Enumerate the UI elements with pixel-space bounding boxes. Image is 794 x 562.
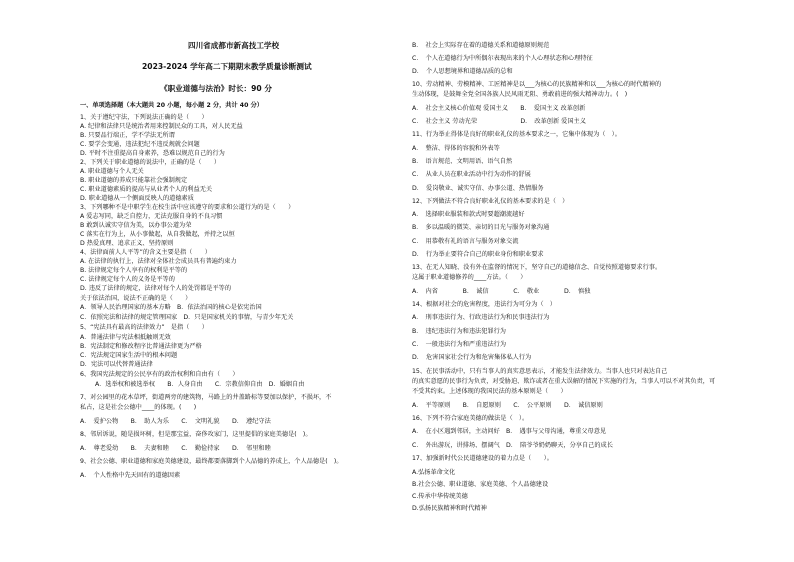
text-line: B． 多以温暖的微笑、亲切的目光与服务对象沟通 <box>412 224 550 231</box>
text-line: 不受其约束。上述体现的我国民法的基本原则是（ ） <box>412 388 567 395</box>
text-line: D 热爱真理、追求正义、坚持原则 <box>80 240 174 247</box>
text-line: D． 危害国家社会行为和危害集体私人行为 <box>412 354 532 361</box>
text-line: D. 违反了法律的规定，法律对每个人的处罚都是平等的 <box>80 285 232 292</box>
text-line: B． 违纪违法行为和违法犯罪行为 <box>412 328 506 335</box>
text-line: 2023-2024 学年高二下期期末教学质量诊断测试 <box>142 62 312 71</box>
text-line: B.社会公德、职业道德、家庭美德、个人品德建设 <box>412 481 549 488</box>
text-line: A． 选择职业服装和款式时要超潮流越好 <box>412 211 525 218</box>
text-line: C． 一般违法行为和严重违法行为 <box>412 341 507 348</box>
text-line: 17、加强新时代公民道德建设的着力点是（ ）。 <box>412 455 553 462</box>
text-line: C． 个人在道德行为中所偶尔表现出来的个人心理状态和心理特征 <box>412 55 593 62</box>
text-line: 5、“宪法具有最高的法律效力” 是指（ ） <box>80 324 208 331</box>
text-line: 的真实意愿的民事行为负责，对受胁迫、欺诈或者在重大误解的情况下实施的行为，当事人可以不对其负责，可 <box>412 378 716 385</box>
text-line: C. 职业道德素质的提高与从业者个人的利益无关 <box>80 186 213 193</box>
text-line: A． 个人性格中先天固有的道德因素 <box>80 472 181 479</box>
text-line: 12、下列做法不符合良好职业礼仪的基本要求的是（ ） <box>412 198 569 205</box>
text-line: 四川省成都市新高技工学校 <box>188 41 280 50</box>
text-line: D.弘扬民族精神和时代精神 <box>412 505 487 512</box>
text-line: C． 外出游玩，讲排场、摆阔气 D． 陪爷爷奶奶聊天，分享自己的成长 <box>412 442 613 449</box>
text-line: 私占，这是社会公德中____的体现。( ) <box>80 404 197 411</box>
text-line: C.传承中华传统美德 <box>412 493 468 500</box>
text-line: 11、行为举止得体是良好的职业礼仪的基本要求之一，它集中体现为（ ）。 <box>412 131 621 138</box>
text-line: C 落实在行为上，从小事做起，从自我做起，并持之以恒 <box>80 231 235 238</box>
text-line: B. 职业道德的养成只能靠社会强制规定 <box>80 177 188 184</box>
text-line: C． 社会主义 劳动光荣 D． 改革创新 爱国主义 <box>412 118 586 125</box>
text-line: A. 纪律和法律只是统治者用来控制民众的工具，对人民无益 <box>80 123 243 130</box>
text-line: 16、下列不符合家庭美德的做法是（ ）。 <box>412 415 529 422</box>
text-line: 6、我国宪法规定的公民享有的政治权利和自由有（ ） <box>80 371 239 378</box>
text-line: B．宪法制定和修改程序比普通法律更为严格 <box>80 343 202 350</box>
text-line: A． 社会主义核心价值观 爱国主义 B． 爱国主义 改革创新 <box>412 105 586 112</box>
text-line: 2、下列关于职业道德的说法中，正确的是（ ） <box>80 159 221 166</box>
text-line: 8、邻居诉说，随是损坏树，但是那宝益，奋侈攻家门，这里提倡的家庭美德是( )。 <box>80 431 312 438</box>
text-line: C. 法律规定每个人的义务是平等的 <box>80 276 175 283</box>
text-line: D. 平时不注重提高自身素养，恐难以规范自己的行为 <box>80 150 225 157</box>
text-line: A． 平等原则 B． 自愿原则 C． 公平原则 D． 诚信原则 <box>412 402 603 409</box>
text-line: C． 从业人员在职业活动中行为动作的舒展 <box>412 171 531 178</box>
text-line: 15、在民事活动中，只有当事人的真实意思表示，才能发生法律效力。当事人也只对表达自己 <box>412 368 668 375</box>
text-line: A. 职业道德与个人无关 <box>80 168 144 175</box>
text-line: C． 用恭敬有礼的语言与服务对象交流 <box>412 238 519 245</box>
text-line: D． 行为举止要符合自己的职业身份和职业要求 <box>412 251 544 258</box>
text-line: D． 个人思想境界和道德品质的总和 <box>412 68 513 75</box>
text-line: C．宪法规定国家生活中的根本问题 <box>80 352 178 359</box>
text-line: A．领导人民治理国家的基本方略 B．依法治国的核心是依宪治国 <box>80 304 262 311</box>
text-line: A.弘扬革命文化 <box>412 469 456 476</box>
text-line: C. 要学会变通，违法犯纪不违反规就会问题 <box>80 141 200 148</box>
text-line: C．依照宪法和法律的规定管理国家 D．只是国家机关的事情，与青少年无关 <box>80 314 294 321</box>
text-line: A． 爱护公物 B． 助人为乐 C． 文明礼貌 D． 遵纪守法 <box>80 418 271 425</box>
text-line: D．宪法可以代替普通法律 <box>80 361 153 368</box>
text-line: 一、单项选择题（本大题共 20 小题，每小题 2 分，共计 40 分） <box>80 102 263 109</box>
text-line: A 爱志写同，缺乏自控力，无法克服自身的不良习惯 <box>80 213 223 220</box>
text-line: A．普通法律与宪法相抵触则无效 <box>80 334 171 341</box>
text-line: 这属于职业道德修养的____方法。（ ） <box>412 274 527 281</box>
text-line: A． 尊老爱幼 B． 夫妻和睦 C． 勤俭持家 D． 邻里和睦 <box>80 445 271 452</box>
text-line: 关于依法治国，说法不正确的是（ ） <box>80 295 192 302</box>
text-line: 10、劳动精神、劳模精神、工匠精神是以___为核心的民族精神和以___为核心的时代精神的 <box>412 81 662 88</box>
text-line: 7、对公园里的花木草坪，街道两旁的建筑物，马路上的井盖路标等要加以保护，不损坏，不 <box>80 394 332 401</box>
text-line: B. 只要品行端正，学不学法无所谓 <box>80 132 175 139</box>
text-line: 14、根据对社会的危害程度，违法行为可分为（ ） <box>412 301 556 308</box>
text-line: B． 语言规范、文明用语、语气自然 <box>412 158 513 165</box>
text-line: A． 在小区遇到邻居，主动问好 B． 遇事与父母沟通，尊重父母意见 <box>412 428 607 435</box>
text-line: 4、法律面前人人平等”的含义主要是指（ ） <box>80 249 211 256</box>
text-line: A． 内省 B． 诚信 C． 敬业 D． 慎独 <box>412 288 591 295</box>
text-line: 3、下列哪种不是中职学生在校生活中应该遵守的要求和公道行为的是（ ） <box>80 204 295 211</box>
text-line: A．选举权和被选举权 B．人身自由 C．宗教信仰自由 D．婚姻自由 <box>95 381 305 388</box>
text-line: 《职业道德与法治》时长：90 分 <box>160 84 272 93</box>
text-line: D． 爱岗敬业、诚实守信、办事公道、热情服务 <box>412 185 544 192</box>
text-line: 9、社会公德、职业道德和家庭美德建设，最终都要落脚到个人品德的养成上，个人品德是( )。 <box>80 458 343 465</box>
text-line: A． 刑事违法行为、行政违法行为和民事违法行为 <box>412 314 550 321</box>
text-line: D. 职业道德从一个侧面反映人的道德素质 <box>80 195 194 202</box>
text-line: B 敢到认诚实守信为美，以办事公道为荣 <box>80 222 192 229</box>
text-line: A. 在法律的执行上，法律对全体社会成员具有普遍约束力 <box>80 258 237 265</box>
text-line: 13、在无人知晓、没有外在监督的情况下，坚守自己的道德信念、自觉按照道德要求行事。 <box>412 264 662 271</box>
text-line: B. 法律规定每个人享有的权利是平等的 <box>80 267 188 274</box>
text-line: B． 社会上实际存在着的道德关系和道德原则规范 <box>412 42 550 49</box>
text-line: A． 整洁、得体的容貌和外表等 <box>412 145 500 152</box>
text-line: 生动体现，是鼓舞全党全国各族人民风雨无阻、勇敢前进的强大精神动力。( ) <box>412 91 628 98</box>
text-line: 1、关于遵纪守法，下列说法正确的是（ ） <box>80 114 208 121</box>
